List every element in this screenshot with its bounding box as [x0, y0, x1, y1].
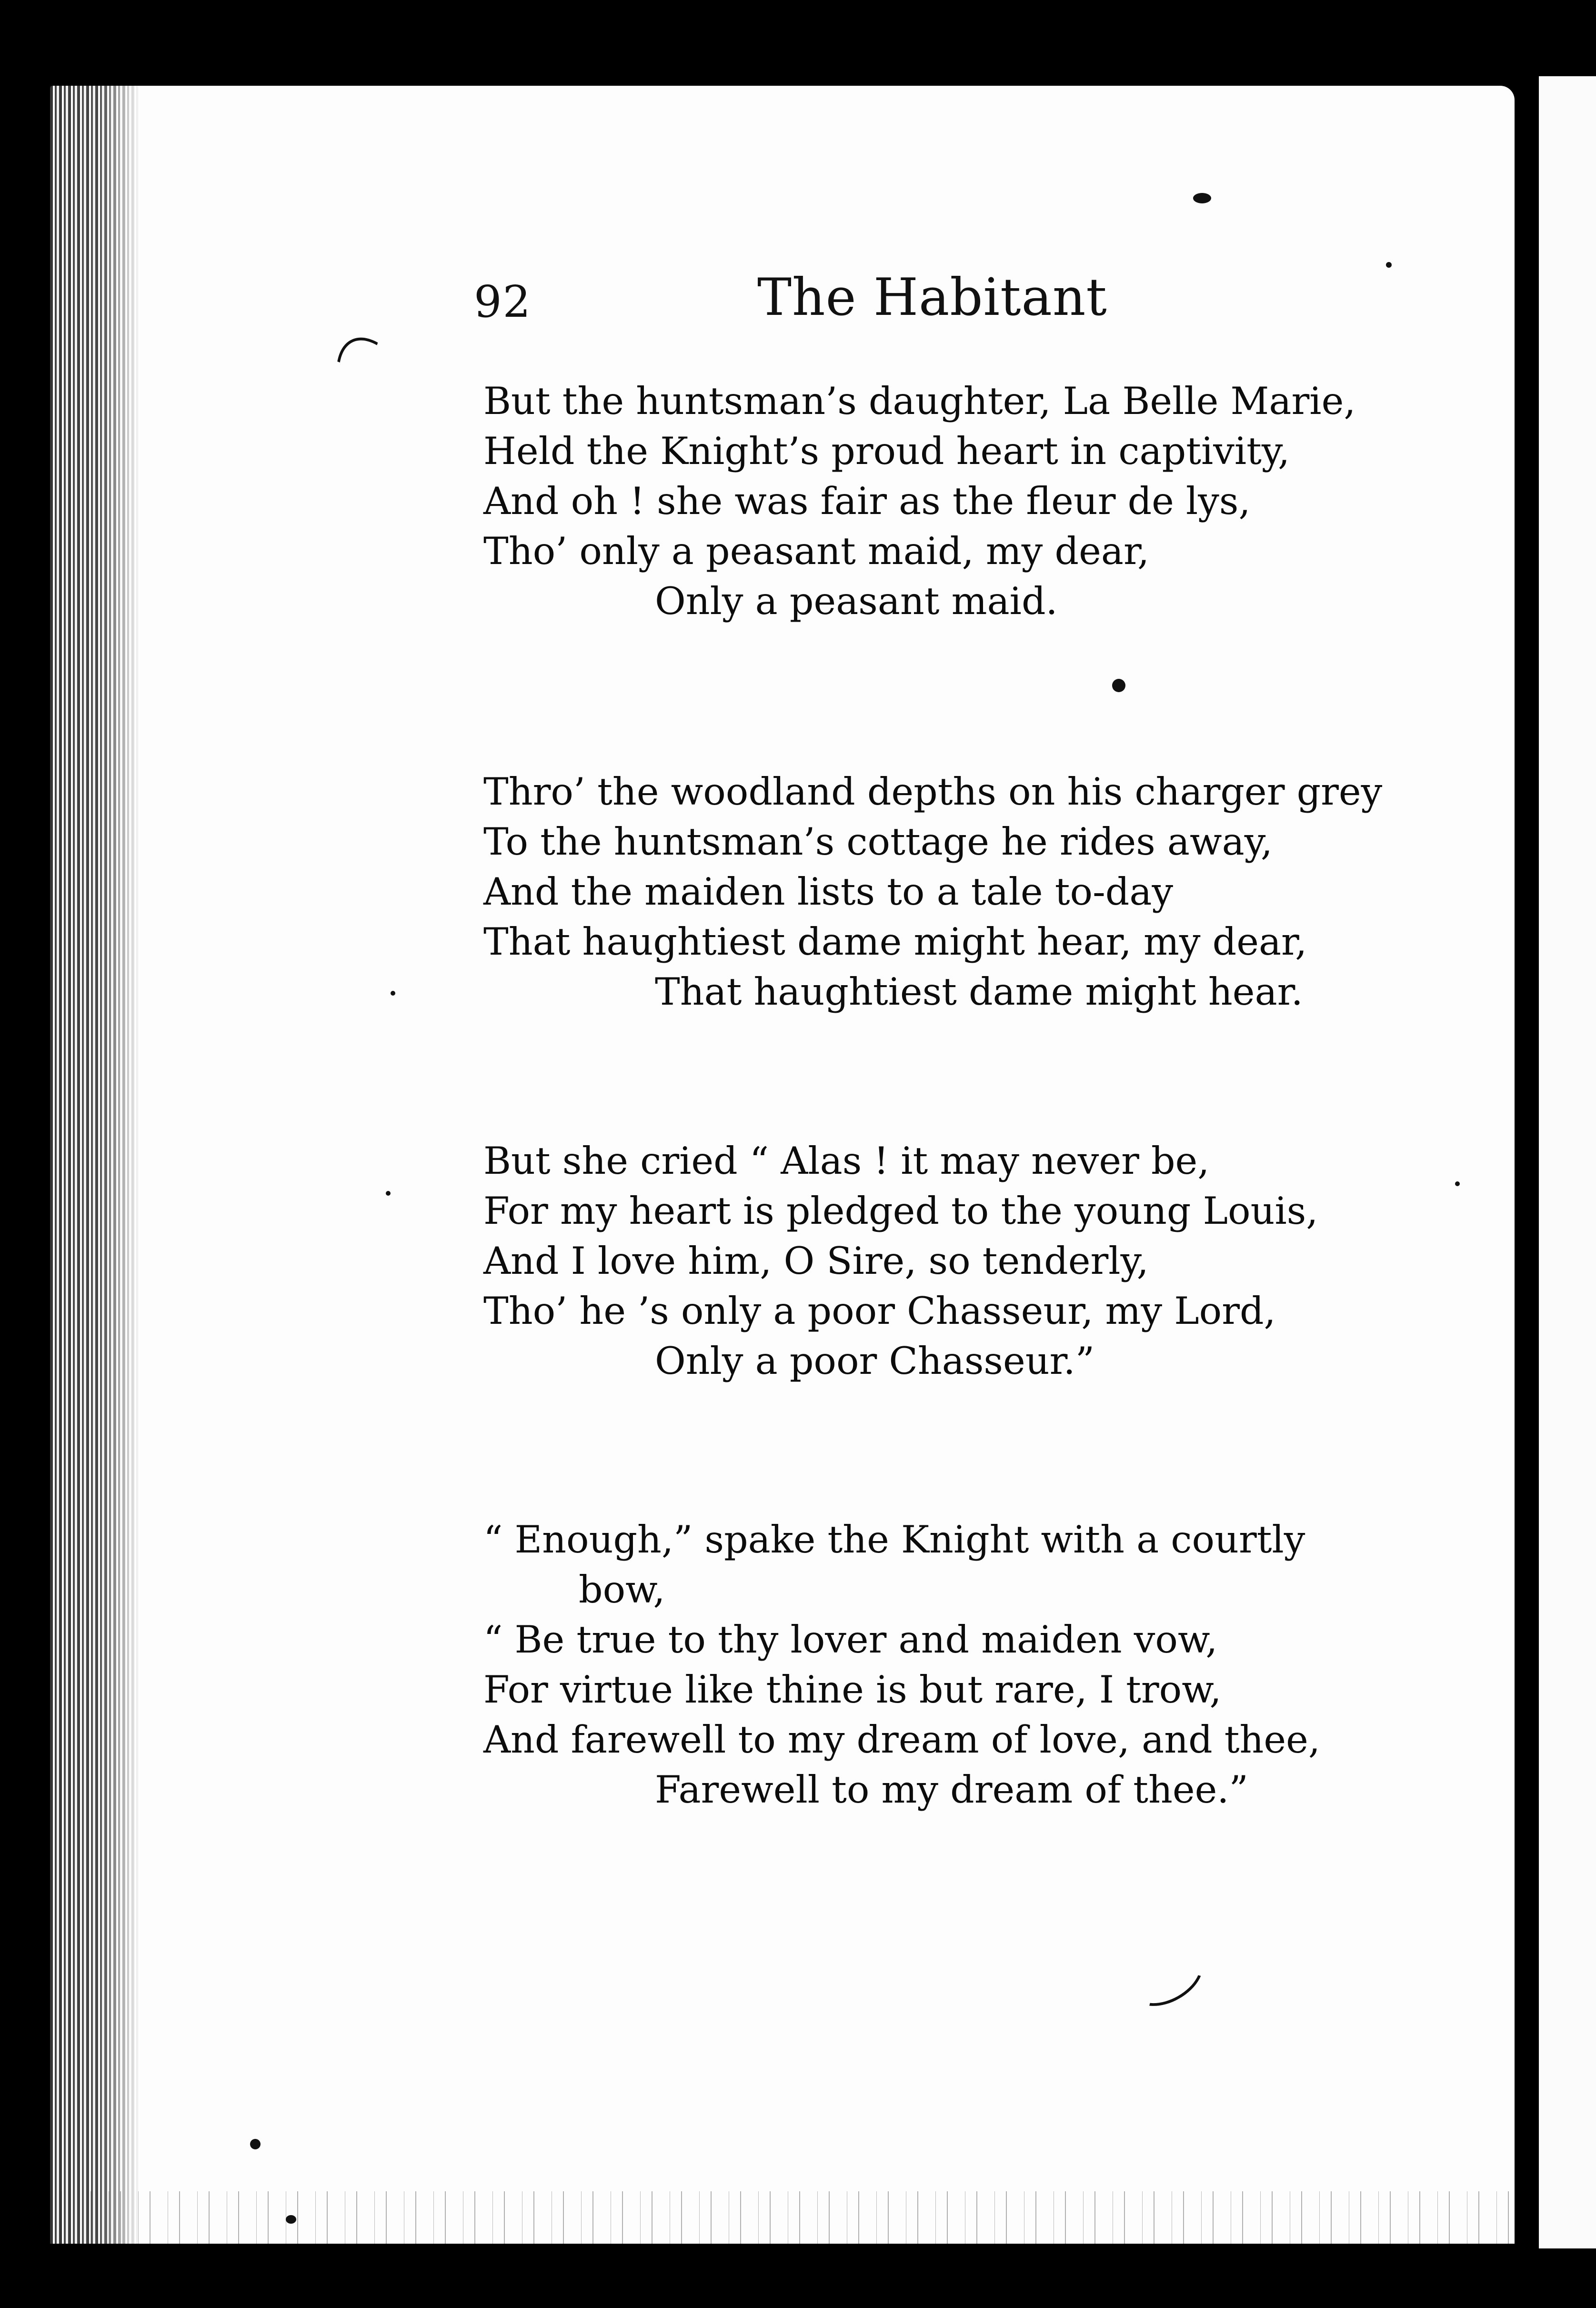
ink-speck [1112, 679, 1125, 692]
poem-line: Tho’ he ’s only a poor Chasseur, my Lord, [483, 1289, 1276, 1333]
stanza-1 [483, 376, 1355, 626]
ink-speck [386, 1191, 391, 1196]
adjacent-page-edge [1539, 76, 1596, 2248]
stanza-4 [483, 1515, 1320, 1815]
stanza-3 [483, 1136, 1318, 1386]
stanza-2 [483, 767, 1382, 1017]
running-title: The Habitant [757, 268, 1107, 327]
poem-line: But she cried “ Alas ! it may never be, [483, 1139, 1210, 1183]
page-header [0, 268, 1596, 329]
poem-line-continuation: bow, [579, 1568, 665, 1612]
poem-line: “ Be true to thy lover and maiden vow, [483, 1618, 1218, 1662]
poem-line: And farewell to my dream of love, and thee, [483, 1718, 1321, 1762]
poem-line: And I love him, O Sire, so tenderly, [483, 1239, 1149, 1283]
page-bottom-noise [50, 2191, 1515, 2244]
poem-refrain: Only a poor Chasseur.” [655, 1339, 1095, 1383]
poem-line: “ Enough,” spake the Knight with a courtly [483, 1518, 1305, 1562]
poem-line: For my heart is pledged to the young Louis, [483, 1189, 1318, 1233]
poem-line: To the huntsman’s cottage he rides away, [483, 820, 1273, 864]
poem-line: Held the Knight’s proud heart in captivity, [483, 429, 1290, 473]
ink-speck [1193, 193, 1211, 203]
poem-line: Thro’ the woodland depths on his charger grey [483, 770, 1383, 814]
poem-refrain: Farewell to my dream of thee.” [655, 1768, 1248, 1812]
page-gutter-shadow [1517, 86, 1539, 2244]
binding-edge [50, 86, 141, 2244]
page-number: 92 [474, 276, 532, 327]
poem-refrain: Only a peasant maid. [655, 579, 1058, 623]
poem-line: But the huntsman’s daughter, La Belle Marie, [483, 379, 1356, 423]
ink-speck [1386, 262, 1392, 268]
ink-speck [286, 2215, 296, 2224]
poem-line: Tho’ only a peasant maid, my dear, [483, 529, 1150, 573]
poem-line: For virtue like thine is but rare, I trow, [483, 1668, 1222, 1712]
ink-speck [250, 2139, 261, 2149]
poem-line: And the maiden lists to a tale to-day [483, 870, 1174, 914]
ink-speck [391, 991, 395, 996]
poem-line: That haughtiest dame might hear, my dear, [483, 920, 1307, 964]
ink-speck [1455, 1181, 1460, 1186]
poem-refrain: That haughtiest dame might hear. [655, 970, 1303, 1014]
poem-line: And oh ! she was fair as the fleur de lys, [483, 479, 1251, 523]
